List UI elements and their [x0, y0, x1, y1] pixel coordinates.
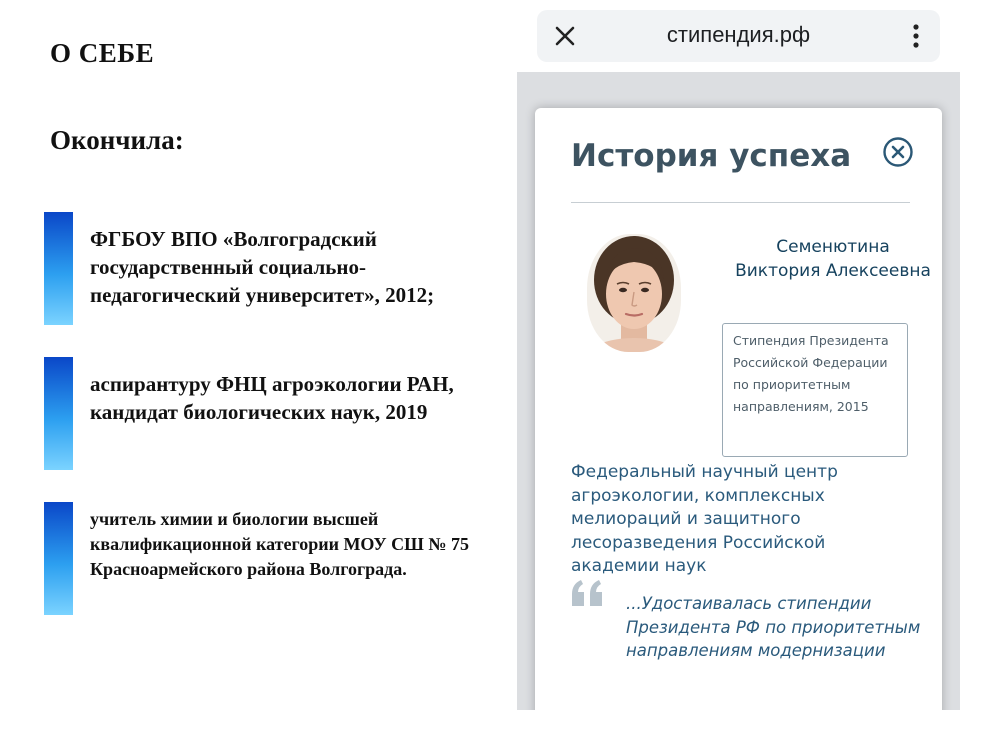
success-story-modal	[535, 108, 942, 710]
education-text: ФГБОУ ВПО «Волгоградский государственный социально-педагогический университет», 2012;	[90, 227, 435, 307]
scholarship-badge: Стипендия Президента Российской Федерации по приоритетным направлениям, 2015	[722, 323, 908, 457]
accent-bar	[44, 212, 73, 325]
divider	[571, 202, 910, 203]
education-text: аспирантуру ФНЦ агроэкологии РАН, кандидат биологических наук, 2019	[90, 372, 454, 424]
education-item	[44, 212, 514, 357]
education-item	[44, 502, 514, 617]
education-text: учитель химии и биологии высшей квалификационной категории МОУ СШ № 75 Красноармейского района Волгограда.	[90, 509, 469, 579]
education-item	[44, 357, 514, 502]
accent-bar	[44, 502, 73, 615]
modal-title: История успеха	[571, 138, 852, 174]
close-circle-icon[interactable]	[882, 136, 914, 168]
phone-screenshot	[517, 0, 960, 710]
education-list	[44, 212, 514, 617]
avatar	[587, 234, 681, 352]
more-vertical-icon[interactable]	[908, 22, 924, 50]
organization-name: Федеральный научный центр агроэкологии, комплексных мелиораций и защитного лесоразведения Российской академии наук	[571, 462, 838, 576]
section-subtitle: Окончила:	[50, 125, 184, 155]
browser-address-bar	[537, 10, 940, 62]
quote-icon	[569, 578, 607, 608]
quote-text: ...Удостаивалась стипендии Президента РФ по приоритетным направлениям модернизации	[626, 594, 921, 660]
url-text[interactable]: стипендия.рф	[666, 22, 811, 47]
page-title: О СЕБЕ	[50, 38, 155, 68]
accent-bar	[44, 357, 73, 470]
person-name: Семенютина Виктория Алексеевна	[735, 237, 931, 281]
